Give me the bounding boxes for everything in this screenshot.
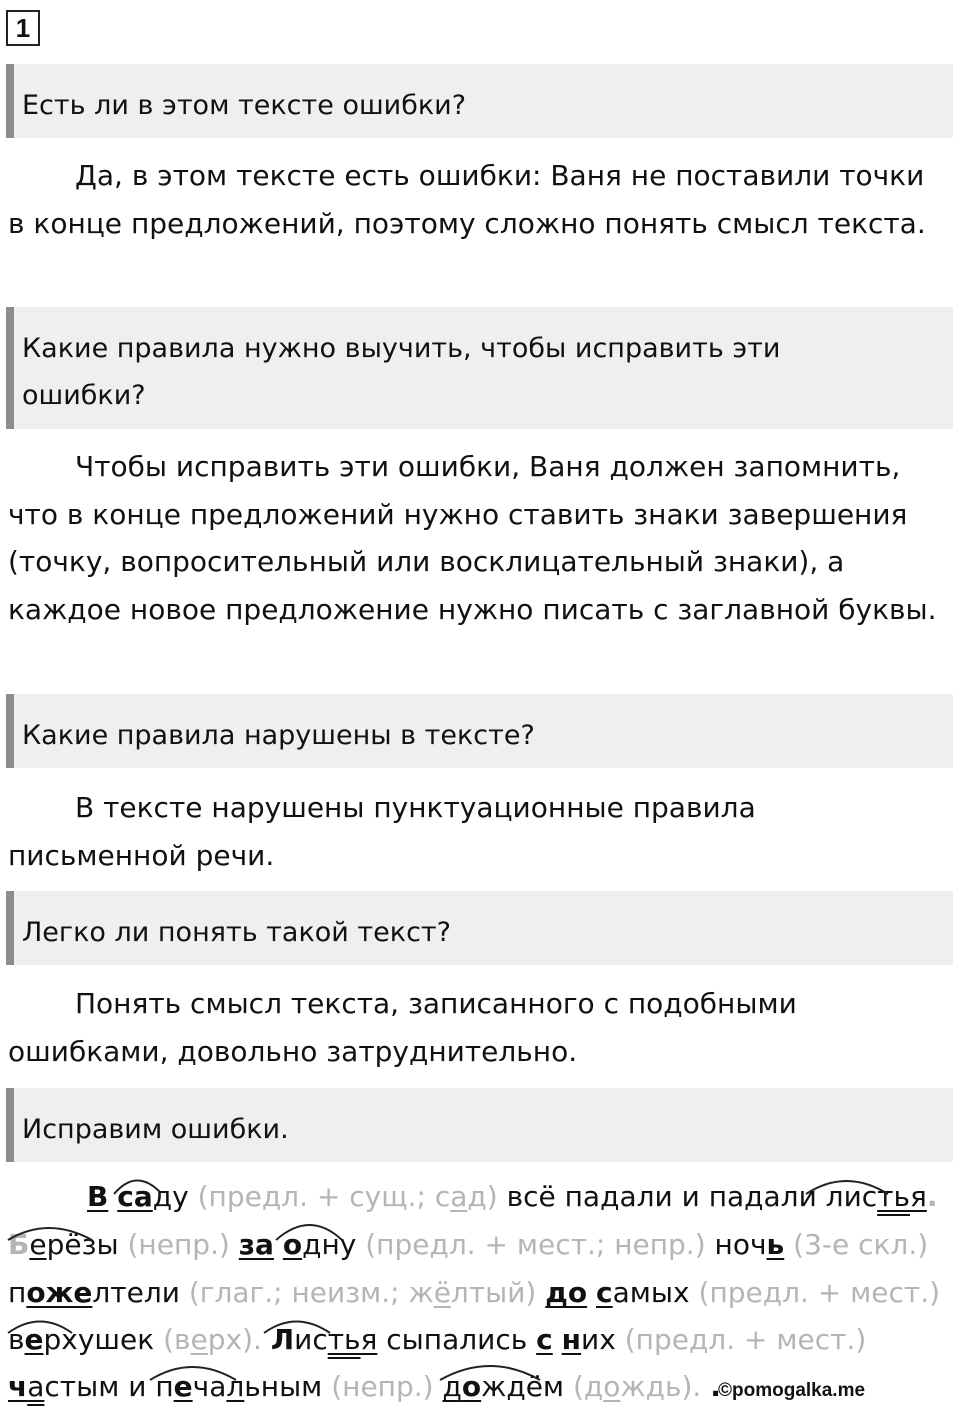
question-3 (6, 694, 953, 768)
answer-3 (8, 784, 938, 879)
question-4-text: Легко ли понять такой текст? (22, 917, 451, 948)
question-2 (6, 307, 953, 429)
corrected-line-4: верхушек (верх). Листья сыпались с них (предл. + мест.) (8, 1323, 867, 1356)
question-5-text: Исправим ошибки. (22, 1114, 289, 1145)
question-1 (6, 64, 953, 138)
answer-4 (8, 980, 938, 1075)
answer-1-text: Да, в этом тексте есть ошибки: Ваня не поставили точки в конце предложений, поэтому сложно понять смысл текста. (8, 159, 926, 240)
watermark: ©pomogalka.me (718, 1380, 866, 1401)
answer-1 (8, 152, 938, 247)
answer-3-text: В тексте нарушены пунктуационные правила письменной речи. (8, 791, 756, 872)
answer-4-text: Понять смысл текста, записанного с подобными ошибками, довольно затруднительно. (8, 987, 797, 1068)
answer-2 (8, 443, 938, 633)
corrected-line-3: пожелтели (глаг.; неизм.; жёлтый) до самых (предл. + мест.) (8, 1276, 941, 1309)
answer-2-text: Чтобы исправить эти ошибки, Ваня должен запомнить, что в конце предложений нужно ставить знаки завершения (точку, вопросительный или восклицательный знаки), а каждое новое предложение нужно писать с заглавной буквы. (8, 450, 937, 626)
corrected-line-1: В саду (предл. + сущ.; сад) всё падали и падали листья. (87, 1180, 938, 1213)
exercise-number: 1 (6, 10, 40, 46)
question-4 (6, 891, 953, 965)
question-5 (6, 1088, 953, 1162)
question-2-line1: Какие правила нужно выучить, чтобы исправить эти (22, 333, 781, 364)
question-1-text: Есть ли в этом тексте ошибки? (22, 90, 467, 121)
corrected-line-2: Берёзы (непр.) за одну (предл. + мест.; непр.) ночь (3-е скл.) (8, 1228, 929, 1261)
question-3-text: Какие правила нарушены в тексте? (22, 720, 535, 751)
question-2-line2: ошибки? (22, 380, 146, 411)
corrected-line-5: частым и печальным (непр.) дождём (дождь). . (8, 1370, 721, 1403)
